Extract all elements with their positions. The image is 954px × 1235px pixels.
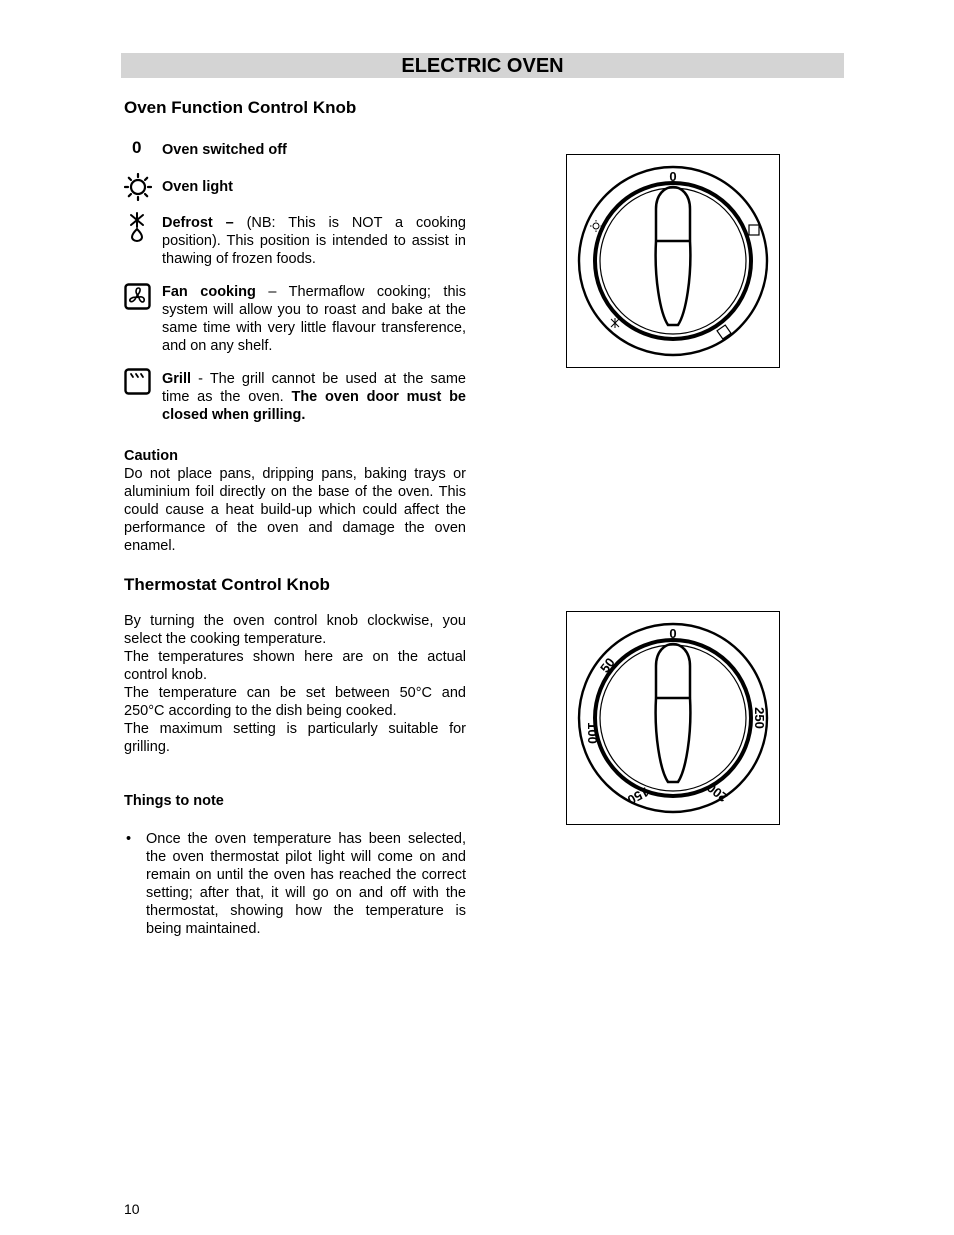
function-description: (NB: This is NOT a cooking position). This position is intended to assist in thawing of frozen foods. (162, 215, 466, 267)
note-bullet (124, 830, 466, 940)
page-number: 10 (124, 1201, 140, 1217)
thermostat-paragraph: The maximum setting is particularly suitable for grilling. (124, 721, 466, 755)
thermostat-paragraph: The temperatures shown here are on the actual control knob. (124, 649, 466, 683)
function-description: - The grill cannot be used at the same time as the oven. (162, 371, 466, 405)
thermostat-label-50: 50 (597, 654, 618, 676)
knob-grill-icon (749, 225, 759, 235)
grill-icon (124, 368, 152, 396)
function-item-light (162, 178, 466, 196)
bullet-dot: • (126, 831, 132, 847)
thermostat-description (124, 612, 466, 756)
function-item-off (162, 141, 466, 159)
thermostat-knob-figure (566, 611, 780, 825)
defrost-icon (124, 212, 152, 242)
oven-function-heading: Oven Function Control Knob (124, 98, 357, 117)
caution-block (124, 447, 466, 555)
function-description: – Thermaflow cooking; this system will allow you to roast and bake at the same time with very little flavour transference, and on any shelf. (162, 284, 466, 354)
caution-title: Caution (124, 448, 178, 464)
knob-defrost-icon (611, 318, 619, 328)
page-title: ELECTRIC OVEN (401, 55, 564, 77)
zero-symbol: 0 (132, 138, 142, 157)
thermostat-paragraph: By turning the oven control knob clockwise, you select the cooking temperature. (124, 613, 466, 647)
thermostat-label-100: 100 (585, 722, 600, 744)
things-to-note-title: Things to note (124, 793, 224, 809)
bullet-text: Once the oven temperature has been selected, the oven thermostat pilot light will come on and remain on until the oven has reached the correct setting; after that, it will go on and off with the thermostat, showing how the temperature is being maintained. (146, 831, 466, 937)
function-label: Defrost – (162, 215, 234, 231)
function-item-grill (162, 370, 466, 424)
caution-text: Do not place pans, dripping pans, baking trays or aluminium foil directly on the base of the oven. This could cause a heat build-up which could affect the performance of the oven and damage the oven enamel. (124, 466, 466, 554)
thermostat-label-0: 0 (669, 626, 677, 641)
function-label: Oven switched off (162, 142, 287, 158)
thermostat-heading: Thermostat Control Knob (124, 575, 330, 594)
function-item-defrost (162, 214, 466, 268)
oven-function-knob-figure (566, 154, 780, 368)
function-label: Grill (162, 371, 192, 387)
thermostat-paragraph: The temperature can be set between 50°C and 250°C according to the dish being cooked. (124, 685, 466, 719)
function-warning: The oven door must be closed when grilling. (162, 389, 466, 423)
function-item-fan (162, 283, 466, 355)
fan-cooking-icon (124, 283, 152, 311)
thermostat-label-250: 250 (752, 707, 767, 729)
function-label: Fan cooking (162, 284, 256, 300)
oven-light-icon (124, 173, 152, 201)
page-header (121, 53, 844, 78)
thermostat-label-150: 150 (625, 784, 652, 808)
function-label: Oven light (162, 179, 233, 195)
knob-zero-label: 0 (669, 169, 677, 184)
thermostat-label-200: 200 (704, 779, 731, 806)
